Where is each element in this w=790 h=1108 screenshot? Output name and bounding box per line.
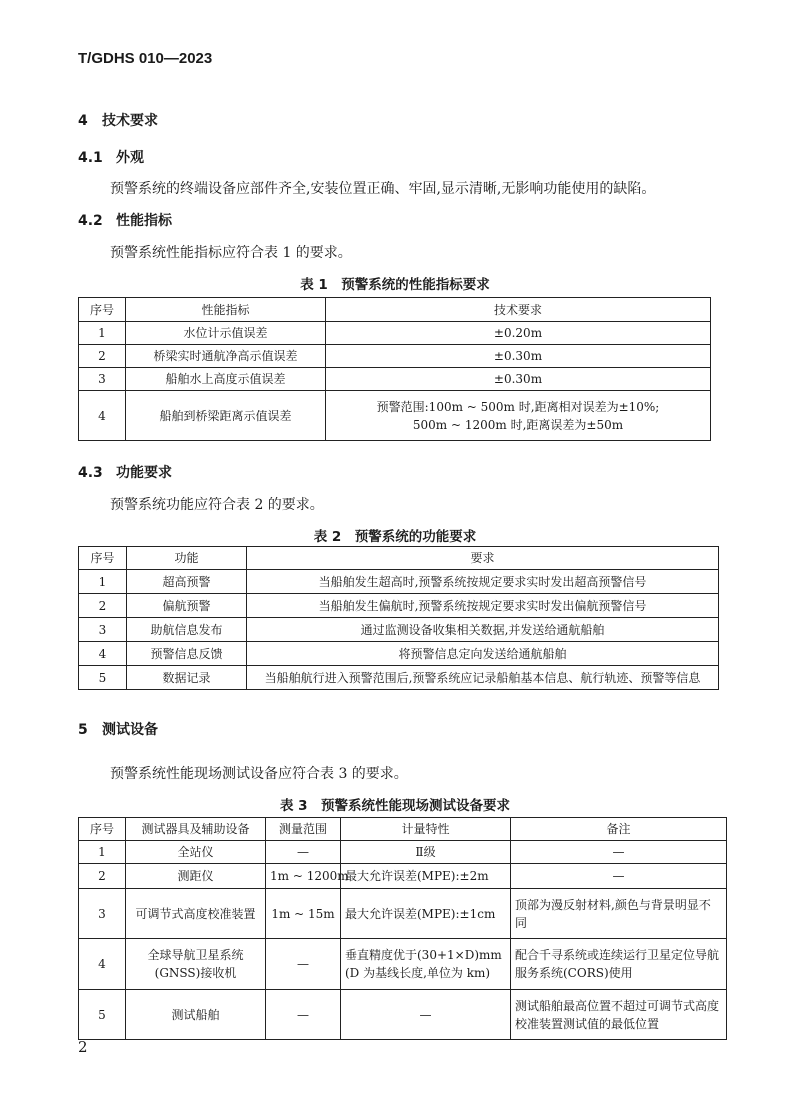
cell-func: 偏航预警 [127,594,247,618]
section-number: 4 [78,113,88,129]
section-4-heading [78,110,158,130]
cell-metro: 最大允许误差(MPE):±1cm [341,889,511,939]
cell-no: 3 [79,368,126,391]
section-title: 功能要求 [116,465,172,481]
cell-metro: Ⅱ级 [341,841,511,864]
header-cell: 测试器具及辅助设备 [126,818,266,841]
header-cell: 性能指标 [126,298,326,322]
table-3-caption: 表 3 预警系统性能现场测试设备要求 [279,798,511,814]
cell-item: 船舶到桥梁距离示值误差 [126,391,326,441]
header-cell: 序号 [79,547,127,570]
cell-device [126,939,266,990]
table-row [79,618,719,642]
header-cell: 备注 [511,818,727,841]
cell-func: 预警信息反馈 [127,642,247,666]
section-4-1-text: 预警系统的终端设备应部件齐全,安装位置正确、牢固,显示清晰,无影响功能使用的缺陷。 [110,181,656,197]
table-row [79,368,711,391]
cell-range: 1m ~ 1200m [266,864,341,889]
cell-metro-line-1: 垂直精度优于(30+1×D)mm [345,948,502,962]
page-number: 2 [78,1038,88,1056]
table-row [79,594,719,618]
cell-req: 当船舶航行进入预警范围后,预警系统应记录船舶基本信息、航行轨迹、预警等信息 [247,666,719,690]
cell-device: 可调节式高度校准装置 [126,889,266,939]
table-row [79,642,719,666]
cell-no: 3 [79,618,127,642]
cell-req: ±0.30m [326,368,711,391]
section-5-text: 预警系统性能现场测试设备应符合表 3 的要求。 [110,766,408,782]
section-number: 4.2 [78,213,103,229]
table-header-row [79,547,719,570]
table-1-caption: 表 1 预警系统的性能指标要求 [300,277,490,293]
cell-note: 配合千寻系统或连续运行卫星定位导航服务系统(CORS)使用 [511,939,727,990]
header-cell: 技术要求 [326,298,711,322]
cell-range: — [266,939,341,990]
cell-item: 桥梁实时通航净高示值误差 [126,345,326,368]
cell-device: 全站仪 [126,841,266,864]
cell-item: 水位计示值误差 [126,322,326,345]
table-row [79,322,711,345]
table-2 [78,546,719,690]
section-4-3-text: 预警系统功能应符合表 2 的要求。 [110,497,324,513]
cell-req: 当船舶发生超高时,预警系统按规定要求实时发出超高预警信号 [247,570,719,594]
cell-no: 1 [79,570,127,594]
table-2-caption: 表 2 预警系统的功能要求 [313,529,477,545]
cell-func: 数据记录 [127,666,247,690]
table-row [79,391,711,441]
section-5-heading [78,719,158,739]
cell-metro-line-2: (D 为基线长度,单位为 km) [345,966,491,980]
table-3 [78,817,727,1040]
section-number: 4.1 [78,150,103,166]
cell-note: — [511,841,727,864]
cell-no: 4 [79,642,127,666]
cell-func: 助航信息发布 [127,618,247,642]
cell-req: ±0.20m [326,322,711,345]
header-cell: 计量特性 [341,818,511,841]
cell-metro: 最大允许误差(MPE):±2m [341,864,511,889]
cell-req [326,391,711,441]
cell-note: 顶部为漫反射材料,颜色与背景明显不同 [511,889,727,939]
table-header-row [79,818,727,841]
table-header-row [79,298,711,322]
section-title: 外观 [116,150,144,166]
table-row [79,570,719,594]
section-4-3-heading [78,462,172,482]
section-number: 4.3 [78,465,103,481]
section-4-2-heading [78,210,172,230]
cell-device: 测试船舶 [126,990,266,1040]
header-cell: 序号 [79,298,126,322]
table-1 [78,297,711,441]
table-row [79,841,727,864]
table-row [79,864,727,889]
cell-req-line-1: 预警范围:100m ~ 500m 时,距离相对误差为±10%; [376,399,660,414]
cell-device-line-2: (GNSS)接收机 [154,966,237,980]
cell-range: — [266,841,341,864]
header-cell: 要求 [247,547,719,570]
header-cell: 测量范围 [266,818,341,841]
cell-item: 船舶水上高度示值误差 [126,368,326,391]
cell-func: 超高预警 [127,570,247,594]
document-code: T/GDHS 010—2023 [78,50,213,67]
section-title: 技术要求 [102,113,158,129]
cell-range: 1m ~ 15m [266,889,341,939]
cell-no: 2 [79,345,126,368]
cell-no: 5 [79,990,126,1040]
cell-no: 2 [79,594,127,618]
section-title: 测试设备 [102,722,158,738]
cell-note: — [511,864,727,889]
cell-metro: — [341,990,511,1040]
cell-req: ±0.30m [326,345,711,368]
table-row [79,666,719,690]
cell-note: 测试船舶最高位置不超过可调节式高度校准装置测试值的最低位置 [511,990,727,1040]
section-4-1-heading [78,147,144,167]
cell-req: 通过监测设备收集相关数据,并发送给通航船舶 [247,618,719,642]
table-row [79,990,727,1040]
cell-no: 1 [79,841,126,864]
cell-no: 4 [79,939,126,990]
section-4-2-text: 预警系统性能指标应符合表 1 的要求。 [110,245,352,261]
table-row [79,939,727,990]
cell-no: 3 [79,889,126,939]
cell-device: 测距仪 [126,864,266,889]
cell-req: 将预警信息定向发送给通航船舶 [247,642,719,666]
table-row [79,345,711,368]
section-number: 5 [78,722,88,738]
header-cell: 序号 [79,818,126,841]
cell-no: 5 [79,666,127,690]
cell-no: 4 [79,391,126,441]
header-cell: 功能 [127,547,247,570]
cell-device-line-1: 全球导航卫星系统 [147,948,244,962]
table-row [79,889,727,939]
cell-no: 1 [79,322,126,345]
cell-range: — [266,990,341,1040]
cell-no: 2 [79,864,126,889]
cell-metro [341,939,511,990]
section-title: 性能指标 [116,213,172,229]
cell-req-line-2: 500m ~ 1200m 时,距离误差为±50m [412,417,624,432]
cell-req: 当船舶发生偏航时,预警系统按规定要求实时发出偏航预警信号 [247,594,719,618]
